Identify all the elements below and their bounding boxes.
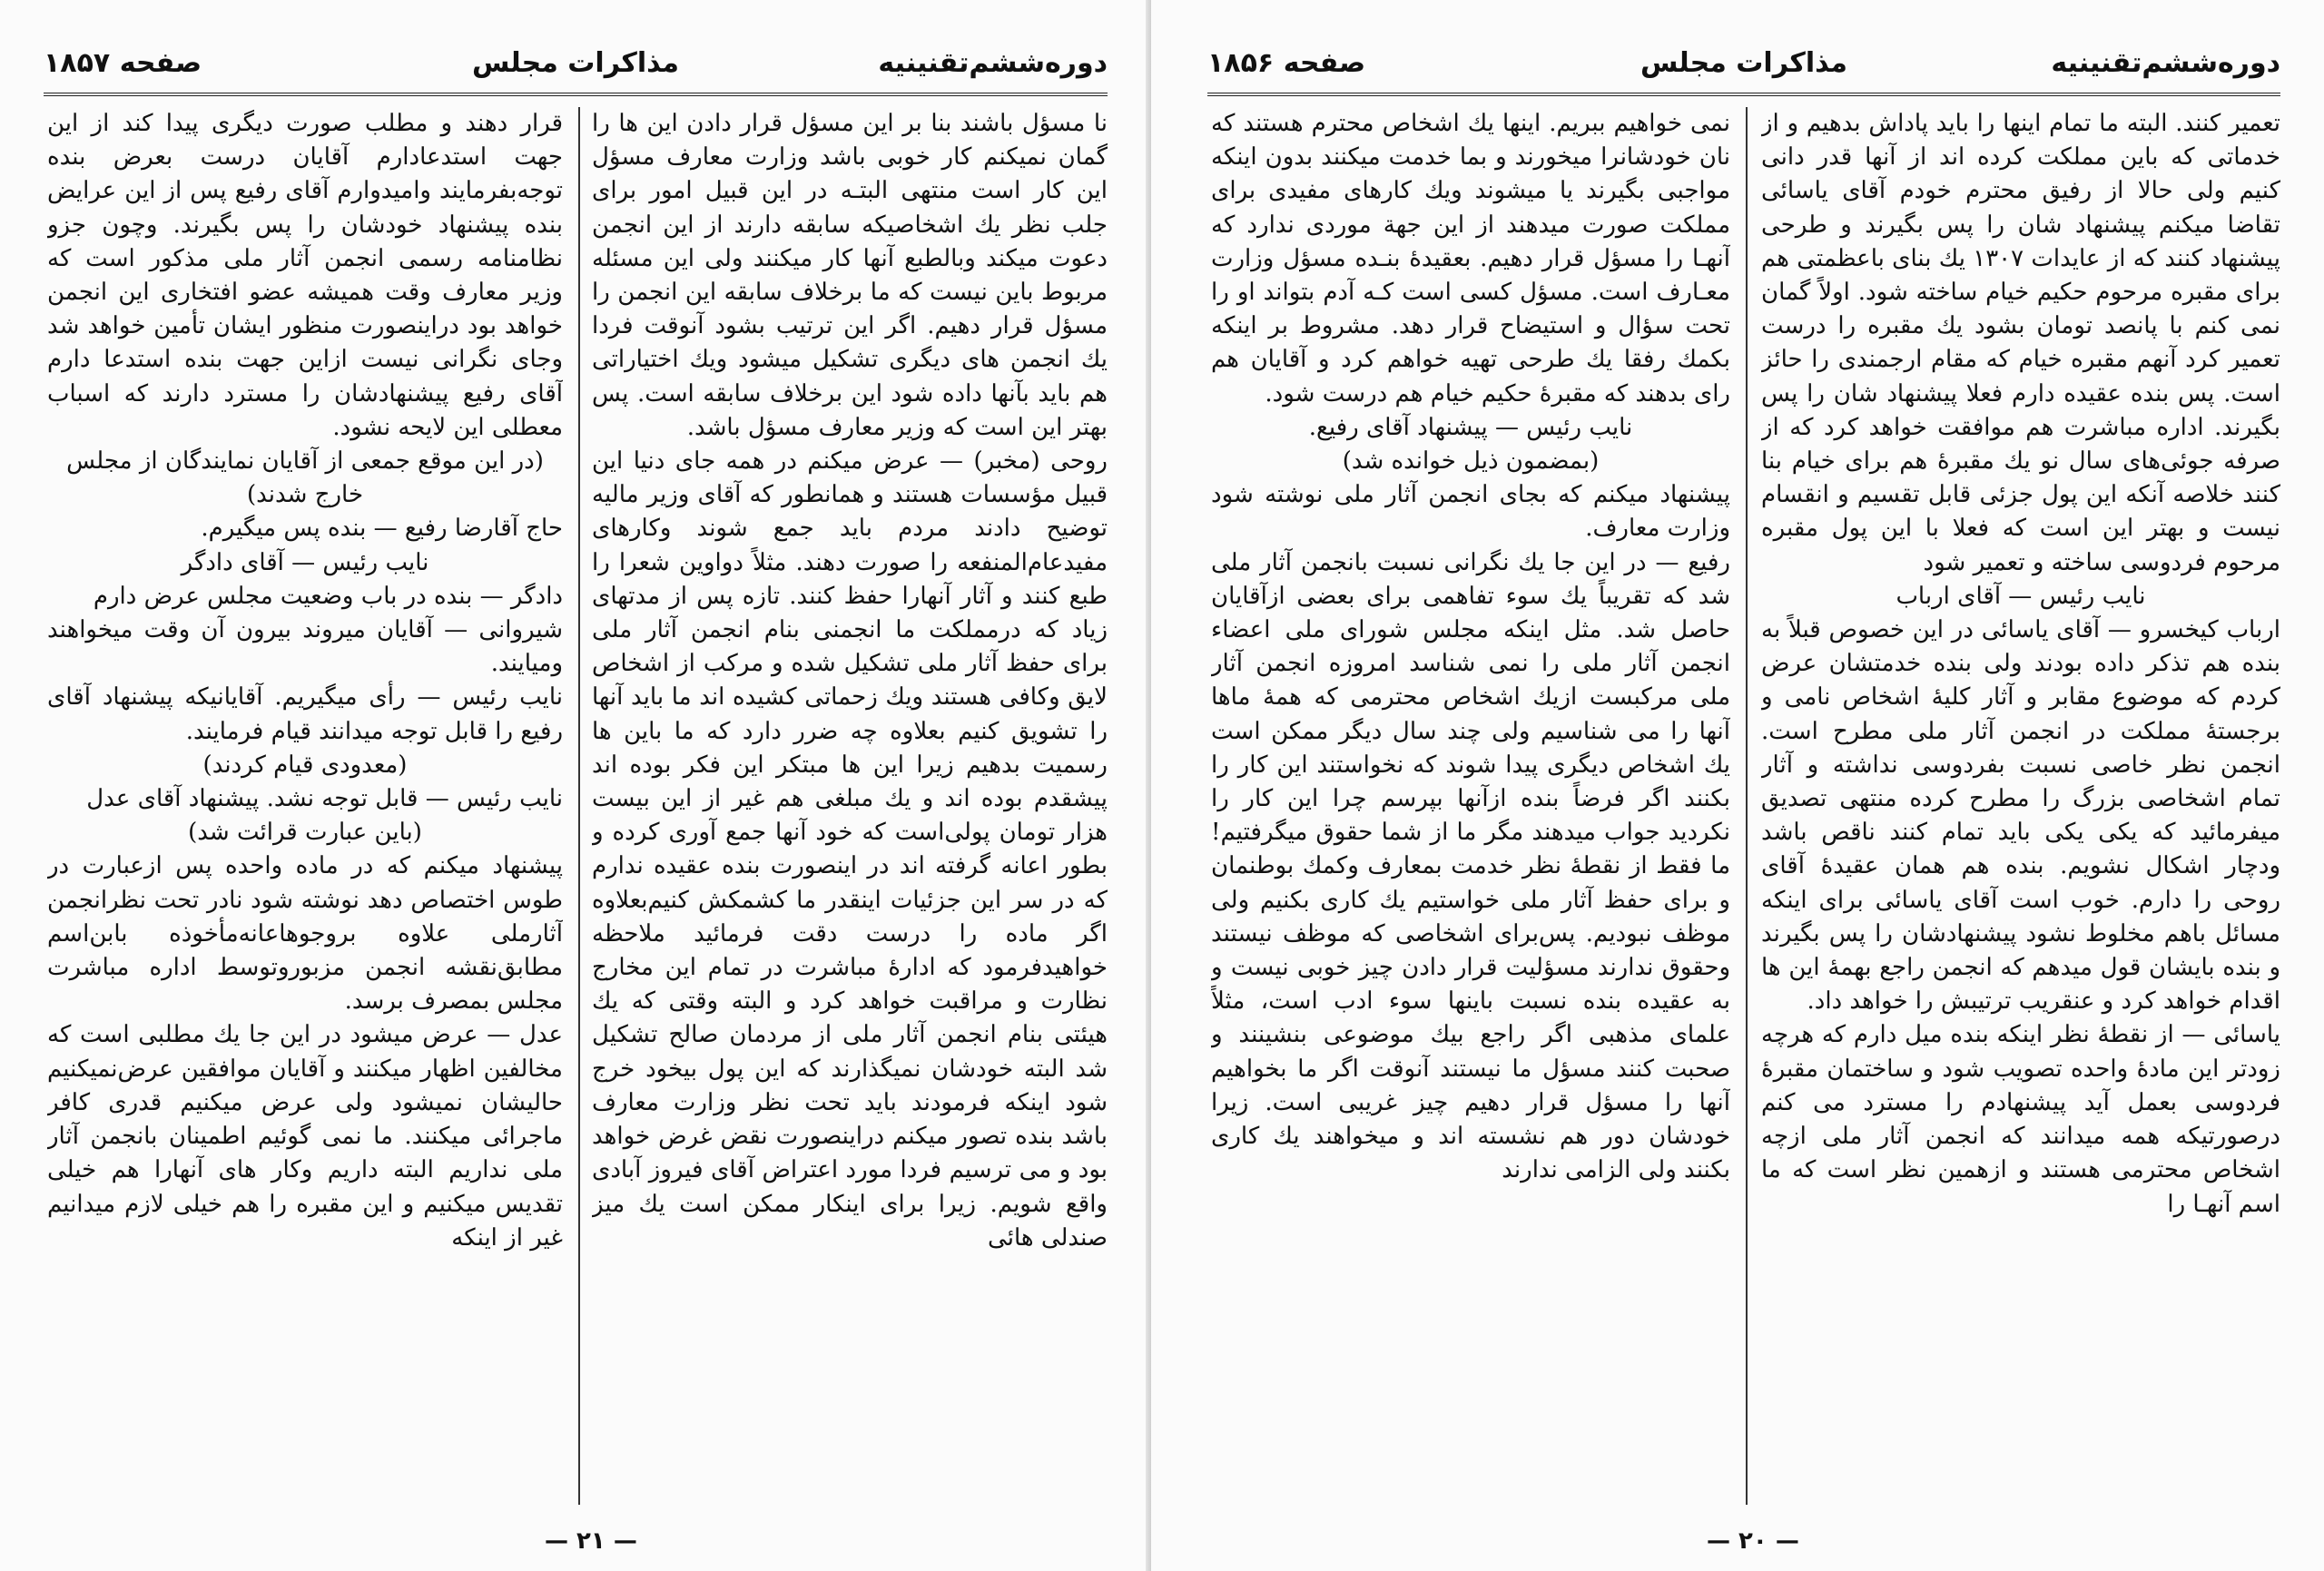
paragraph: نا مسؤل باشند بنا بر این مسؤل قرار دادن این ها را گمان نمیکنم کار خوبی باشد وزارت معارف مسؤل این کار است منتهی البتـه در این قبیل امور برای جلب نظر یك اشخاصیکه سابقه دارند از این انجمن دعوت میکند وبالطبع آنها کار میکنند ولی این مسئله مربوط باین نیست که ما برخلاف سابقه این انجمن را مسؤل قرار دهیم. اگر این ترتیب بشود آنوقت فردا یك انجمن های دیگری تشکیل میشود ویك اختیاراتی هم باید بآنها داده شود این برخلاف سابقه است. پس بهتر این است که وزیر معارف مسؤل باشد. (592, 110, 1108, 441)
paragraph: ارباب کیخسرو — آقای یاسائی در این خصوص قبلاً به بنده هم تذکر داده بودند ولی بنده خدمتشان عرض کردم که موضوع مقابر و آثار کلیهٔ اشخاص نامی و برجستهٔ مملکت در انجمن آثار ملی مطرح است. انجمن نظر خاصی نسبت بفردوسی نداشته و آثار تمام اشخاصی بزرگ را مطرح کرده منتهی تصدیق میفرمائید که یکی یکی باید تمام کنند ناقص باشد ودچار اشکال نشویم. بنده هم همان عقیدهٔ آقای روحی را دارم. خوب است آقای یاسائی برای اینکه مسائل باهم مخلوط نشود پیشنهادشان را پس بگیرند و بنده بایشان قول میدهم که انجمن راجع بهمهٔ این ها اقدام خواهد کرد و عنقریب ترتیبش را خواهد داد. (1761, 616, 2280, 1016)
paragraph: پیشنهاد میکنم که در ماده واحده پس ازعبارت در طوس اختصاص دهد نوشته شود نادر تحت نظرانجمن آثارملی علاوه بروجوهاعانه‌مأخوذه بابن‌اسم مطابق‌نقشه انجمن مزبوروتوسط اداره مباشرت مجلس بمصرف برسد. (47, 852, 563, 1016)
header-session: دوره‌ششم‌تقنینیه (878, 47, 1108, 79)
paragraph: رفیع — در این جا یك نگرانی نسبت بانجمن آثار ملی شد که تقریباً یك سوء تفاهمی برای بعضی ازآقایان حاصل شد. مثل اینکه مجلس شورای ملی اعضاء انجمن آثار ملی را نمی شناسد امروزه انجمن آثار ملی مرکبست ازیك اشخاص محترمی که همهٔ ماها آنها را می شناسیم ولی چند سال دیگر ممکن است یك اشخاص دیگری پیدا شوند که نخواستند این کار را بکنند اگر فرضاً بنده ازآنها بپرسم چرا این کار را نکردید جواب میدهند مگر ما از شما حقوق میگرفتیم! ما فقط از نقطهٔ نظر خدمت بمعارف وکمك بوطنمان و برای حفظ آثار ملی خواستیم یك کاری بکنیم ولی موظف نبودیم. پس‌برای اشخاصی که موظف نیستند وحقوق ندارند مسؤلیت قرار دادن چیز خوبی نیست و به عقیده بنده نسبت باینها سوء ادب است، مثلاً علمای مذهبی اگر راجع بیك موضوعی بنشینند و صحبت کنند مسؤل ما نیستند آنوقت اگر ما بخواهیم آنها را مسؤل قرار دهیم چیز غریبی است. زیرا خودشان دور هم نشسته اند و میخواهند یك کاری بکنند ولی الزامی ندارند (1211, 548, 1730, 1184)
page-footer: — ۲۱ — (545, 1527, 637, 1555)
paragraph: نایب رئیس — آقای دادگر (181, 548, 429, 576)
paragraph: تعمیر کنند. البته ما تمام اینها را باید پاداش بدهیم و از خدماتی که باین مملکت کرده اند از آنها قدر دانی کنیم ولی حالا از رفیق محترم خودم آقای یاسائی تقاضا میکنم پیشنهاد شان را پس بگیرند و طرحی پیشنهاد کنند که از عایدات ۱۳۰۷ یك بنای باعظمتی هم برای مقبره مرحوم حکیم خیام ساخته شود. اولاً گمان نمی کنم با پانصد تومان بشود یك مقبره را درست تعمیر کرد آنهم مقبره خیام که مقام ارجمندی را حائز است. پس بنده عقیده دارم فعلا پیشنهاد شان را پس بگیرند. اداره مباشرت هم موافقت خواهد کرد که از صرفه جوئی‌های سال نو یك مقبرهٔ هم برای خیام بنا کنند خلاصه آنکه این پول جزئی قابل تقسیم و انقسام نیست و بهتر این است که فعلا با این پول مقبره مرحوم فردوسی ساخته و تعمیر شود (1761, 110, 2280, 576)
header-rule (44, 93, 1108, 96)
paragraph: شیروانی — آقایان میروند بیرون آن وقت میخواهند ومیایند. (47, 616, 563, 678)
paragraph: دادگر — بنده در باب وضعیت مجلس عرض دارم (93, 582, 563, 610)
header-page-number: صفحه ۱۸۵۷ (44, 47, 202, 79)
header-title: مذاکرات مجلس (471, 47, 680, 79)
header-rule (1207, 93, 2280, 96)
paragraph: نایب رئیس — پیشنهاد آقای رفیع. (1308, 413, 1633, 441)
column-right (1761, 107, 2280, 1509)
paragraph: روحی (مخبر) — عرض میکنم در همه جای دنیا این قبیل مؤسسات هستند و همانطور که آقای وزیر مالیه توضیح دادند مردم باید جمع شوند وکارهای مفیدعام‌المنفعه را صورت دهند. مثلاً دواوین شعرا را طبع کنند و آثار آنهارا حفظ کنند. تازه پس از مدتهای زیاد که درمملکت ما انجمنی بنام انجمن آثار ملی برای حفظ آثار ملی تشکیل شده و مرکب از اشخاص لایق وکافی هستند ویك زحماتی کشیده اند ما باید آنها را تشویق کنیم بعلاوه چه ضرر دارد که ما باین ها رسمیت بدهیم زیرا این ها مبتکر این فکر بوده اند پیشقدم بوده اند و یك مبلغی هم غیر از این بیست هزار تومان پولی‌است که خود آنها جمع آوری کرده و بطور اعانه گرفته اند در اینصورت بنده عقیده ندارم که در سر این جزئیات اینقدر ما کشمکش کنیم‌بعلاوه اگر ماده را درست دقت فرمائید ملاحظه خواهیدفرمود که ادارهٔ مباشرت در تمام این مخارج نظارت و مراقبت خواهد کرد و البته وقتی که یك هیئتی بنام انجمن آثار ملی از مردمان صالح تشکیل شد البته خودشان نمیگذارند که این پول بیخود خرج شود اینکه فرمودند باید تحت نظر وزارت معارف باشد بنده تصور میکنم دراینصورت نقض غرض خواهد بود و می ترسیم فردا مورد اعتراض آقای فیروز آبادی واقع شویم. زیرا برای اینکار ممکن است یك میز صندلی هائی (592, 447, 1108, 1252)
header-session: دوره‌ششم‌تقنینیه (2051, 47, 2280, 79)
paragraph: (معدودی قیام کردند) (202, 751, 408, 779)
paragraph: (بمضمون ذیل خوانده شد) (1342, 447, 1600, 476)
paragraph: پیشنهاد میکنم که بجای انجمن آثار ملی نوشته شود وزارت معارف. (1211, 481, 1730, 543)
page-1856 (1151, 0, 2324, 1571)
page-header (1207, 40, 2280, 87)
paragraph: نایب رئیس — رأی میگیریم. آقایانیکه پیشنهاد آقای رفیع را قابل توجه میدانند قیام فرمایند. (47, 683, 563, 745)
paragraph: یاسائی — از نقطهٔ نظر اینکه بنده میل دارم که هرچه زودتر این مادهٔ واحده تصویب شود و ساختمان مقبرهٔ فردوسی بعمل آید پیشنهادم را مسترد می کنم درصورتیکه همه میدانند که انجمن آثار ملی ازچه اشخاص محترمی هستند و ازهمین نظر است که ما اسم آنهـا را (1761, 1021, 2280, 1218)
paragraph: قرار دهند و مطلب صورت دیگری پیدا کند از این جهت استدعادارم آقایان درست بعرض بنده توجه‌بفرمایند وامیدوارم آقای رفیع پس از این عرایض بنده پیشنهاد خودشان را پس بگیرند. وچون جزو نظامنامه رسمی انجمن آثار ملی مذکور است که وزیر معارف وقت همیشه عضو افتخاری این انجمن خواهد بود دراینصورت منظور ایشان تأمین خواهد شد وجای نگرانی نیست ازاین جهت بنده استدعا دارم آقای رفیع پیشنهادشان را مسترد دارند که اسباب معطلی این لایحه نشود. (47, 110, 563, 441)
page-header (44, 40, 1108, 87)
paragraph: نمی خواهیم ببریم. اینها یك اشخاص محترم هستند که نان خودشانرا میخورند و بما خدمت میکنند بدون اینکه مواجبی بگیرند یا میشوند ویك کارهای مفیدی برای مملکت صورت میدهند از این جهة موردی ندارد که آنهـا را مسؤل قرار دهیم. بعقیدهٔ بنـده مسؤل وزارت معـارف است. مسؤل کسی است کـه آدم بتواند او را تحت سؤال و استیضاح قرار دهد. مشروط بر اینکه بکمك رفقا یك طرحی تهیه خواهم کرد و آقایان هم رای بدهند که مقبرهٔ حکیم خیام هم درست شود. (1211, 110, 1730, 407)
header-title: مذاکرات مجلس (1640, 47, 1848, 79)
page-1857 (0, 0, 1151, 1571)
paragraph: عدل — عرض میشود در این جا یك مطلبی است که مخالفین اظهار میکنند و آقایان موافقین عرض‌نمیکنیم حالیشان نمیشود ولی عرض میکنیم قدری کافر ماجرائی میکنند. ما نمی گوئیم اطمینان بانجمن آثار ملی نداریم البته داریم وکار های آنهارا هم خیلی تقدیس میکنیم و این مقبره را هم خیلی لازم میدانیم غیر از اینکه (47, 1021, 563, 1252)
paragraph: (باین عبارت قرائت شد) (188, 819, 422, 847)
column-right (592, 107, 1108, 1509)
column-left (47, 107, 563, 1509)
page-footer: — ۲۰ — (1707, 1527, 1799, 1555)
header-page-number: صفحه ۱۸۵۶ (1207, 47, 1366, 79)
paragraph: حاج آقارضا رفیع — بنده پس میگیرم. (201, 515, 563, 543)
paragraph: (در این موقع جمعی از آقایان نمایندگان از مجلس خارج شدند) (66, 447, 544, 509)
column-divider (1746, 107, 1748, 1505)
paragraph: نایب رئیس — آقای ارباب (1896, 582, 2146, 610)
column-divider (578, 107, 580, 1505)
paragraph: نایب رئیس — قابل توجه نشد. پیشنهاد آقای عدل (86, 785, 563, 813)
column-left (1211, 107, 1730, 1509)
